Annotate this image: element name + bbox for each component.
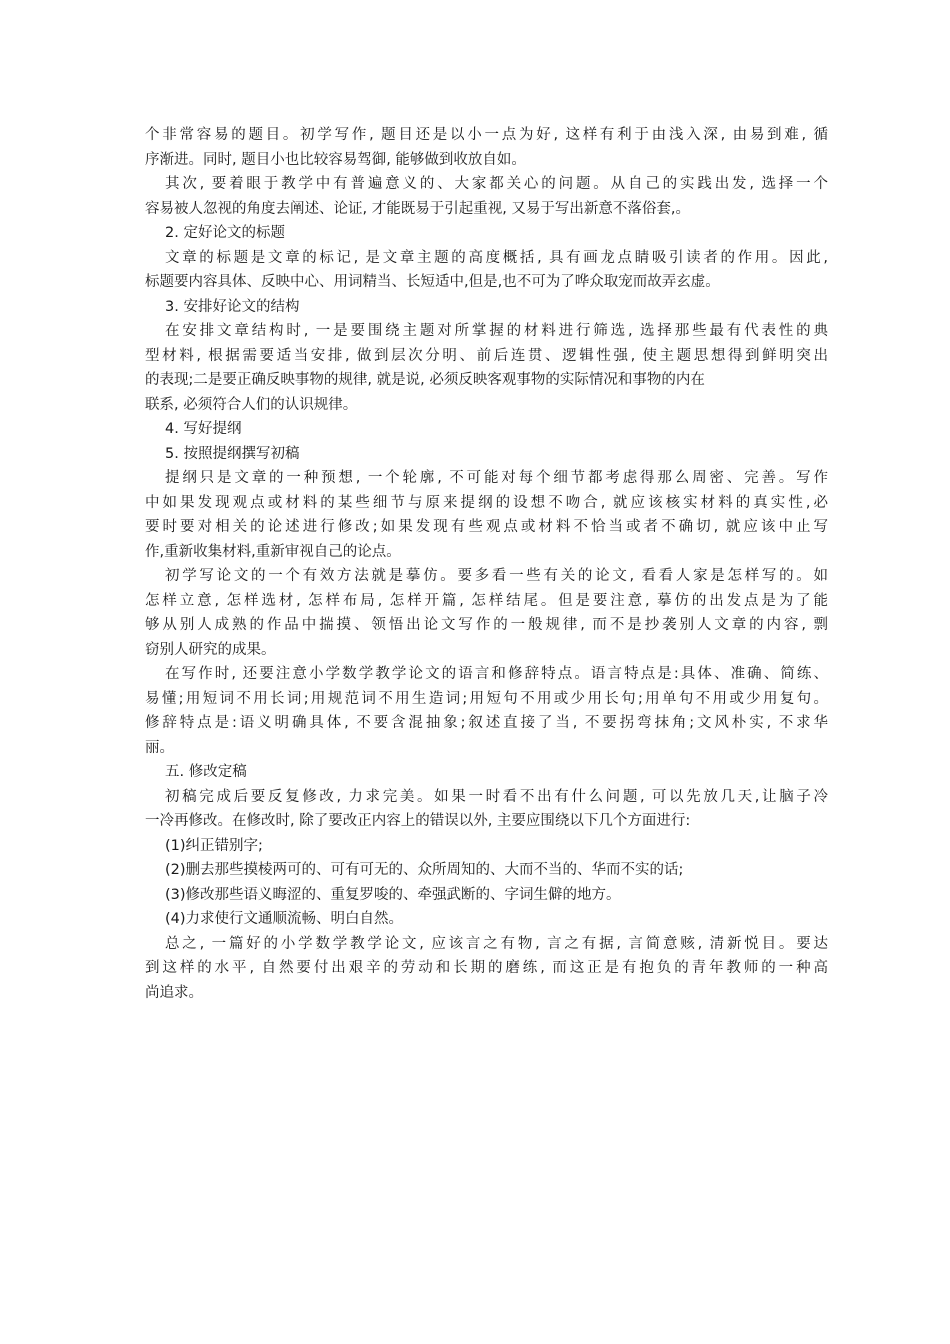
text-line: 5. 按照提纲撰写初稿: [165, 445, 300, 462]
text-line: 4. 写好提纲: [165, 421, 242, 437]
document-body: [145, 123, 828, 1005]
text-line: 其次, 要着眼于教学中有普遍意义的、大家都关心的问题。从自己的实践出发, 选择一个: [165, 176, 828, 192]
text-line: (1)纠正错别字;: [165, 837, 263, 854]
text-line: 作,重新收集材料,重新审视自己的论点。: [145, 543, 401, 560]
text-line: 怎样立意, 怎样选材, 怎样布局, 怎样开篇, 怎样结尾。但是要注意, 摹仿的出发点是为了能: [145, 592, 828, 609]
text-line: 初学写论文的一个有效方法就是摹仿。要多看一些有关的论文, 看看人家是怎样写的。如: [165, 568, 828, 584]
text-line: 个非常容易的题目。初学写作, 题目还是以小一点为好, 这样有利于由浅入深, 由易到难, 循: [145, 127, 828, 143]
text-line: 丽。: [145, 739, 174, 756]
text-line: 到这样的水平, 自然要付出艰辛的劳动和长期的磨练, 而这正是有抱负的青年教师的一种高: [145, 960, 828, 976]
text-line: 3. 安排好论文的结构: [165, 298, 300, 315]
text-line: 序渐进。同时, 题目小也比较容易驾御, 能够做到收放自如。: [145, 151, 526, 168]
text-line: 的表现;二是要正确反映事物的规律, 就是说, 必须反映客观事物的实际情况和事物的内在: [145, 372, 705, 388]
text-line: 一冷再修改。在修改时, 除了要改正内容上的错误以外, 主要应围绕以下几个方面进行:: [145, 813, 691, 829]
text-line: 提纲只是文章的一种预想, 一个轮廓, 不可能对每个细节都考虑得那么周密、完善。写作: [165, 470, 828, 486]
text-line: 易懂;用短词不用长词;用规范词不用生造词;用短句不用或少用长句;用单句不用或少用复句。: [145, 690, 828, 707]
text-line: 型材料, 根据需要适当安排, 做到层次分明、前后连贯、逻辑性强, 使主题思想得到鲜明突出: [145, 347, 828, 364]
text-line: 标题要内容具体、反映中心、用词精当、长短适中,但是,也不可为了哗众取宠而故弄玄虚。: [145, 274, 720, 290]
text-line: 窃别人研究的成果。: [145, 641, 276, 658]
text-line: 五. 修改定稿: [165, 764, 247, 780]
text-line: (2)删去那些摸棱两可的、可有可无的、众所周知的、大而不当的、华而不实的话;: [165, 862, 684, 878]
text-line: 在安排文章结构时, 一是要围绕主题对所掌握的材料进行筛选, 选择那些最有代表性的典: [165, 323, 828, 339]
text-line: 要时要对相关的论述进行修改;如果发现有些观点或材料不恰当或者不确切, 就应该中止写: [145, 519, 828, 535]
text-line: (4)力求使行文通顺流畅、明白自然。: [165, 911, 404, 927]
text-line: 够从别人成熟的作品中揣摸、领悟出论文写作的一般规律, 而不是抄袭别人文章的内容, 剽: [145, 617, 828, 633]
text-line: 初稿完成后要反复修改, 力求完美。如果一时看不出有什么问题, 可以先放几天,让脑子冷: [165, 788, 828, 805]
text-line: 文章的标题是文章的标记, 是文章主题的高度概括, 具有画龙点睛吸引读者的作用。因此,: [165, 249, 828, 266]
text-line: (3)修改那些语义晦涩的、重复罗唆的、牵强武断的、字词生僻的地方。: [165, 886, 621, 903]
text-line: 联系, 必须符合人们的认识规律。: [145, 396, 358, 413]
text-line: 总之, 一篇好的小学数学教学论文, 应该言之有物, 言之有据, 言简意赅, 清新悦目。要达: [165, 935, 828, 952]
text-line: 中如果发现观点或材料的某些细节与原来提纲的设想不吻合, 就应该核实材料的真实性,必: [145, 494, 828, 511]
text-line: 在写作时, 还要注意小学数学教学论文的语言和修辞特点。语言特点是:具体、准确、简练、: [165, 666, 828, 682]
text-line: 尚追求。: [145, 984, 203, 1001]
text-line: 2. 定好论文的标题: [165, 225, 285, 241]
text-line: 修辞特点是:语义明确具体, 不要含混抽象;叙述直接了当, 不要拐弯抹角;文风朴实, 不求华: [145, 715, 828, 731]
text-line: 容易被人忽视的角度去阐述、论证, 才能既易于引起重视, 又易于写出新意不落俗套,。: [145, 200, 691, 217]
